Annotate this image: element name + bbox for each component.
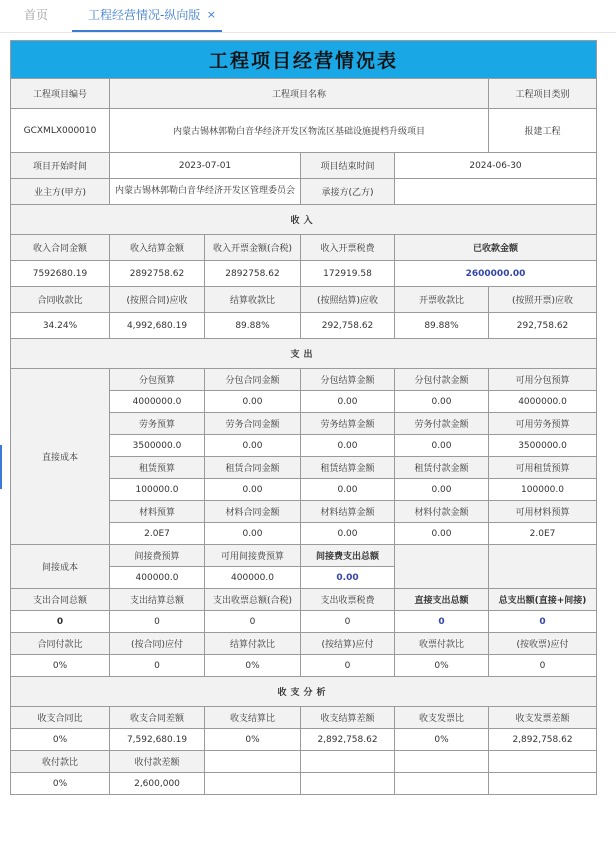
page-title: 工程项目经营情况表	[11, 41, 597, 79]
direct-header: 劳务预算	[110, 413, 205, 435]
direct-value: 0.00	[395, 523, 489, 545]
direct-value: 0.00	[301, 479, 395, 501]
income-ratio-value: 292,758.62	[489, 313, 597, 339]
close-icon[interactable]: ×	[206, 8, 216, 21]
direct-value: 0.00	[395, 435, 489, 457]
direct-header: 租赁付款金额	[395, 457, 489, 479]
expense-sum-header: 支出合同总额	[11, 589, 110, 611]
analysis-value: 0%	[395, 729, 489, 751]
expense-ratio-value: 0	[110, 655, 205, 677]
direct-value: 0.00	[205, 523, 301, 545]
analysis-header: 收支合同比	[11, 707, 110, 729]
expense-sum-header: 支出收票税费	[301, 589, 395, 611]
expense-sum-value: 0	[11, 611, 110, 633]
direct-header: 材料付款金额	[395, 501, 489, 523]
indirect-value: 400000.0	[205, 567, 301, 589]
direct-header: 可用劳务预算	[489, 413, 597, 435]
expense-ratio-value: 0	[489, 655, 597, 677]
income-ratio-header: 结算收款比	[205, 287, 301, 313]
expense-sum-value: 0	[301, 611, 395, 633]
income-header: 已收款金额	[395, 235, 597, 261]
analysis-header: 收支发票比	[395, 707, 489, 729]
expense-sum-header: 总支出额(直接+间接)	[489, 589, 597, 611]
label-project-name: 工程项目名称	[110, 79, 489, 109]
indirect-header: 可用间接费预算	[205, 545, 301, 567]
label-project-code: 工程项目编号	[11, 79, 110, 109]
expense-ratio-header: 合同付款比	[11, 633, 110, 655]
tab-home[interactable]: 首页	[24, 8, 49, 22]
direct-value: 3500000.0	[489, 435, 597, 457]
direct-header: 分包结算金额	[301, 369, 395, 391]
analysis-value: 7,592,680.19	[110, 729, 205, 751]
income-ratio-header: 开票收款比	[395, 287, 489, 313]
direct-value: 2.0E7	[110, 523, 205, 545]
direct-value: 0.00	[301, 523, 395, 545]
scroll-indicator	[0, 445, 2, 489]
analysis-header: 收付款比	[11, 751, 110, 773]
direct-value: 100000.0	[110, 479, 205, 501]
income-ratio-value: 89.88%	[205, 313, 301, 339]
analysis-header: 收支合同差额	[110, 707, 205, 729]
section-analysis: 收支分析	[11, 677, 597, 707]
direct-value: 2.0E7	[489, 523, 597, 545]
project-code: GCXMLX000010	[11, 109, 110, 153]
direct-value: 0.00	[395, 479, 489, 501]
direct-header: 租赁结算金额	[301, 457, 395, 479]
income-header: 收入开票税费	[301, 235, 395, 261]
income-header: 收入开票金额(合税)	[205, 235, 301, 261]
indirect-total: 0.00	[301, 567, 395, 589]
direct-header: 材料合同金额	[205, 501, 301, 523]
tab-bar	[0, 0, 616, 33]
analysis-header: 收付款差额	[110, 751, 205, 773]
income-ratio-header: (按照合同)应收	[110, 287, 205, 313]
direct-header: 可用租赁预算	[489, 457, 597, 479]
direct-header: 分包付款金额	[395, 369, 489, 391]
expense-ratio-value: 0%	[395, 655, 489, 677]
direct-header: 分包预算	[110, 369, 205, 391]
income-ratio-value: 4,992,680.19	[110, 313, 205, 339]
expense-ratio-value: 0	[301, 655, 395, 677]
analysis-value: 0%	[205, 729, 301, 751]
end-date: 2024-06-30	[395, 153, 597, 179]
indirect-header: 间接费支出总额	[301, 545, 395, 567]
income-ratio-value: 292,758.62	[301, 313, 395, 339]
direct-header: 租赁合同金额	[205, 457, 301, 479]
owner: 内蒙古锡林郭勒白音华经济开发区管理委员会	[110, 179, 301, 205]
direct-header: 可用材料预算	[489, 501, 597, 523]
analysis-header: 收支结算差额	[301, 707, 395, 729]
direct-header: 劳务合同金额	[205, 413, 301, 435]
direct-value: 0.00	[205, 479, 301, 501]
section-income: 收入	[11, 205, 597, 235]
tab-project-report[interactable]	[72, 0, 222, 32]
expense-sum-value: 0	[205, 611, 301, 633]
expense-sum-header: 支出结算总额	[110, 589, 205, 611]
expense-ratio-header: (按合同)应付	[110, 633, 205, 655]
direct-header: 劳务结算金额	[301, 413, 395, 435]
direct-header: 可用分包预算	[489, 369, 597, 391]
expense-ratio-header: (按收票)应付	[489, 633, 597, 655]
section-expense: 支出	[11, 339, 597, 369]
expense-sum-header: 支出收票总额(合税)	[205, 589, 301, 611]
income-ratio-value: 34.24%	[11, 313, 110, 339]
label-end-date: 项目结束时间	[301, 153, 395, 179]
label-indirect-cost: 间接成本	[11, 545, 110, 589]
direct-value: 0.00	[395, 391, 489, 413]
expense-sum-value: 0	[489, 611, 597, 633]
expense-ratio-header: 收票付款比	[395, 633, 489, 655]
direct-value: 0.00	[301, 435, 395, 457]
label-contractor: 承接方(乙方)	[301, 179, 395, 205]
received-amount: 2600000.00	[395, 261, 597, 287]
direct-value: 0.00	[301, 391, 395, 413]
analysis-value: 2,892,758.62	[301, 729, 395, 751]
income-ratio-header: (按照结算)应收	[301, 287, 395, 313]
expense-sum-value: 0	[110, 611, 205, 633]
project-type: 报建工程	[489, 109, 597, 153]
analysis-value: 0%	[11, 773, 110, 795]
expense-sum-value: 0	[395, 611, 489, 633]
label-project-type: 工程项目类别	[489, 79, 597, 109]
analysis-value: 2,892,758.62	[489, 729, 597, 751]
indirect-value: 400000.0	[110, 567, 205, 589]
income-value: 2892758.62	[110, 261, 205, 287]
label-direct-cost: 直接成本	[11, 369, 110, 545]
income-value: 2892758.62	[205, 261, 301, 287]
label-start-date: 项目开始时间	[11, 153, 110, 179]
expense-ratio-value: 0%	[205, 655, 301, 677]
direct-header: 租赁预算	[110, 457, 205, 479]
expense-ratio-value: 0%	[11, 655, 110, 677]
start-date: 2023-07-01	[110, 153, 301, 179]
analysis-header: 收支发票差额	[489, 707, 597, 729]
indirect-header: 间接费预算	[110, 545, 205, 567]
direct-value: 100000.0	[489, 479, 597, 501]
direct-header: 分包合同金额	[205, 369, 301, 391]
income-value: 172919.58	[301, 261, 395, 287]
expense-ratio-header: 结算付款比	[205, 633, 301, 655]
income-ratio-header: 合同收款比	[11, 287, 110, 313]
direct-value: 4000000.0	[489, 391, 597, 413]
tab-project-report-label: 工程经营情况-纵向版	[88, 8, 201, 22]
direct-value: 0.00	[205, 435, 301, 457]
expense-ratio-header: (按结算)应付	[301, 633, 395, 655]
report-table	[10, 40, 597, 795]
expense-sum-header: 直接支出总额	[395, 589, 489, 611]
income-ratio-header: (按照开票)应收	[489, 287, 597, 313]
direct-header: 劳务付款金额	[395, 413, 489, 435]
income-header: 收入合同金额	[11, 235, 110, 261]
direct-value: 4000000.0	[110, 391, 205, 413]
direct-header: 材料结算金额	[301, 501, 395, 523]
direct-header: 材料预算	[110, 501, 205, 523]
analysis-header: 收支结算比	[205, 707, 301, 729]
direct-value: 0.00	[205, 391, 301, 413]
contractor	[395, 179, 597, 205]
income-ratio-value: 89.88%	[395, 313, 489, 339]
direct-value: 3500000.0	[110, 435, 205, 457]
income-value: 7592680.19	[11, 261, 110, 287]
label-owner: 业主方(甲方)	[11, 179, 110, 205]
income-header: 收入结算金额	[110, 235, 205, 261]
project-name: 内蒙古锡林郭勒白音华经济开发区物流区基础设施提档升级项目	[110, 109, 489, 153]
analysis-value: 2,600,000	[110, 773, 205, 795]
analysis-value: 0%	[11, 729, 110, 751]
